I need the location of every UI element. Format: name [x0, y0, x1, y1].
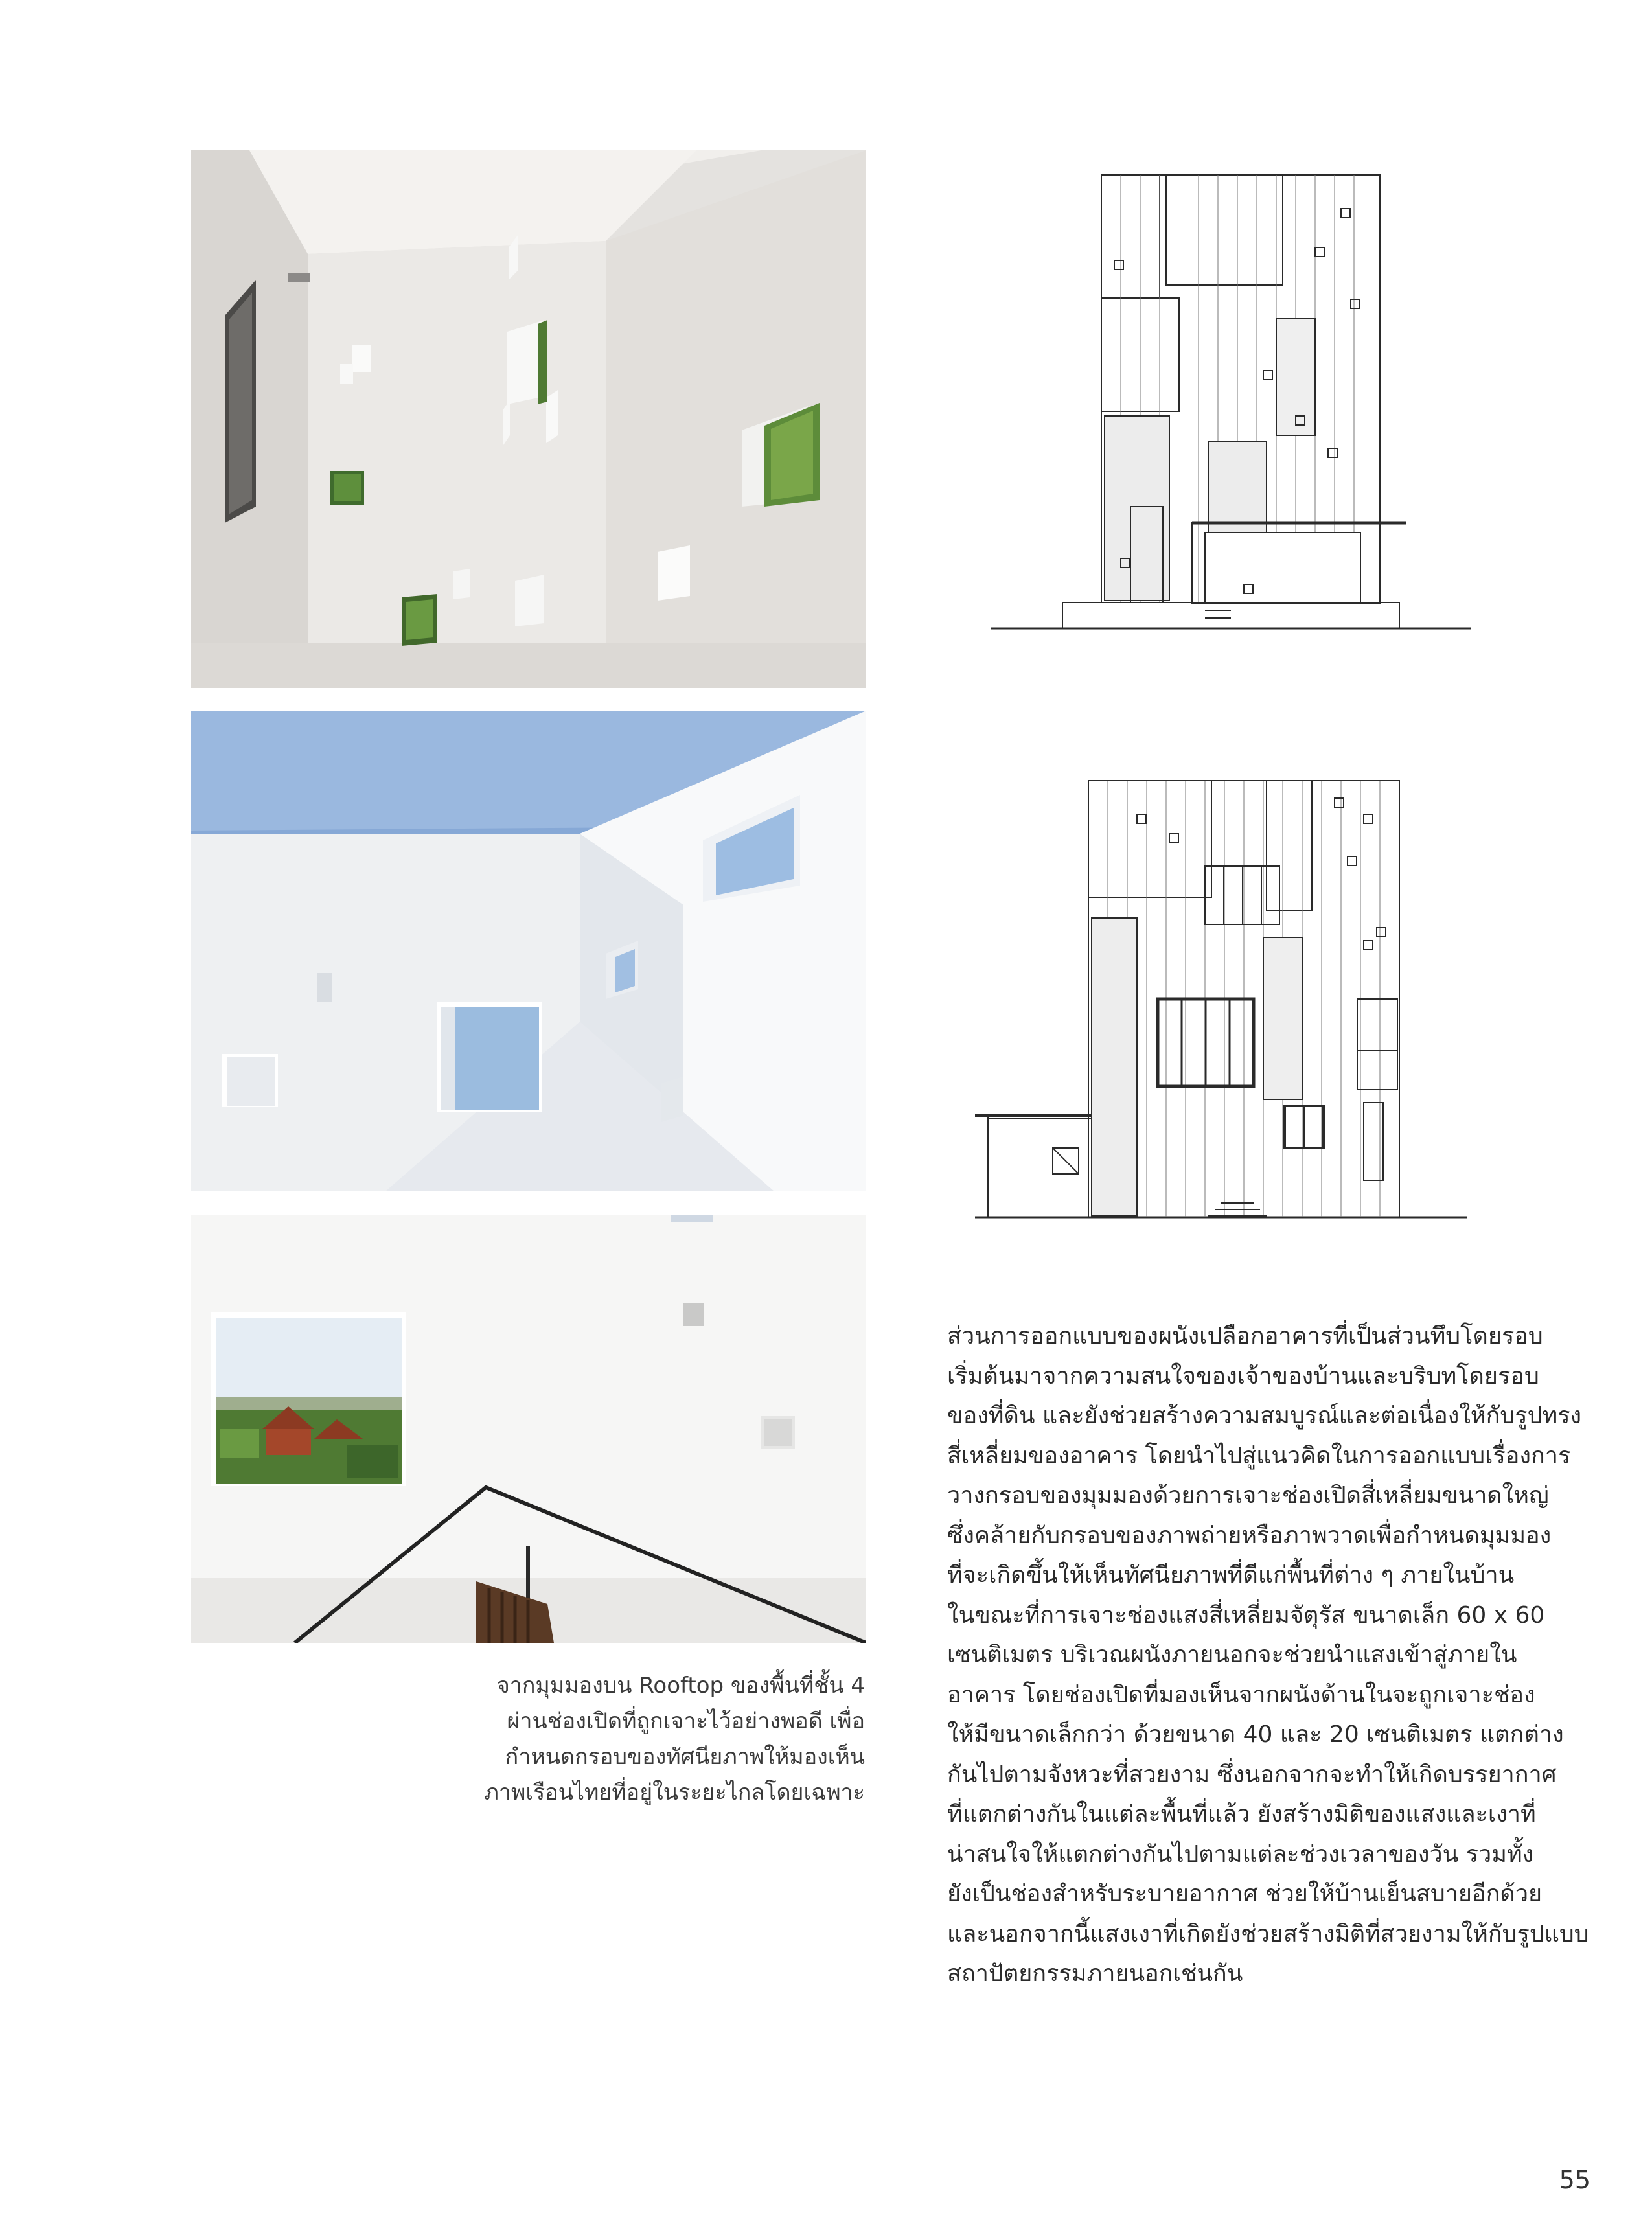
- front-elevation-drawing: [991, 170, 1471, 636]
- body-line: ส่วนการออกแบบของผนังเปลือกอาคารที่เป็นส่วนทึบโดยรอบ: [947, 1323, 1543, 1349]
- body-line: ให้มีขนาดเล็กกว่า ด้วยขนาด 40 และ 20 เซนติเมตร แตกต่าง: [947, 1721, 1564, 1748]
- body-line: ที่จะเกิดขึ้นให้เห็นทัศนียภาพที่ดีแก่พื้นที่ต่าง ๆ ภายในบ้าน: [947, 1562, 1515, 1588]
- caption-line: ภาพเรือนไทยที่อยู่ในระยะไกลโดยเฉพาะ: [484, 1780, 865, 1805]
- body-line: สี่เหลี่ยมของอาคาร โดยนำไปสู่แนวคิดในการออกแบบเรื่องการ: [947, 1442, 1571, 1469]
- body-line: อาคาร โดยช่องเปิดที่มองเห็นจากผนังด้านในจะถูกเจาะช่อง: [947, 1681, 1535, 1708]
- body-line: เซนติเมตร บริเวณผนังภายนอกจะช่วยนำแสงเข้าสู่ภายใน: [947, 1642, 1517, 1668]
- body-line: ของที่ดิน และยังช่วยสร้างความสมบูรณ์และต่อเนื่องให้กับรูปทรง: [947, 1403, 1582, 1429]
- body-line: ที่แตกต่างกันในแต่ละพื้นที่แล้ว ยังสร้างมิติของแสงและเงาที่: [947, 1801, 1536, 1828]
- interior-white-room-photo: [191, 150, 866, 688]
- body-line: สถาปัตยกรรมภายนอกเช่นกัน: [947, 1960, 1243, 1987]
- body-line: กันไปตามจังหวะที่สวยงาม ซึ่งนอกจากจะทำให้เกิดบรรยากาศ: [947, 1761, 1557, 1788]
- photo-caption: [479, 1668, 865, 1811]
- caption-line: จากมุมมองบน Rooftop ของพื้นที่ชั้น 4: [496, 1673, 865, 1699]
- side-elevation-drawing: [975, 775, 1467, 1229]
- body-line: ยังเป็นช่องสำหรับระบายอากาศ ช่วยให้บ้านเย็นสบายอีกด้วย: [947, 1881, 1543, 1907]
- body-line: เริ่มต้นมาจากความสนใจของเจ้าของบ้านและบริบทโดยรอบ: [947, 1362, 1539, 1390]
- body-line: ซึ่งคล้ายกับกรอบของภาพถ่ายหรือภาพวาดเพื่อกำหนดมุมมอง: [947, 1522, 1552, 1549]
- rooftop-wall-openings-photo: [191, 711, 866, 1191]
- body-line: ในขณะที่การเจาะช่องแสงสี่เหลี่ยมจัตุรัส ขนาดเล็ก 60 x 60: [947, 1601, 1545, 1629]
- body-line: วางกรอบของมุมมองด้วยการเจาะช่องเปิดสี่เหลี่ยมขนาดใหญ่: [947, 1482, 1549, 1509]
- body-line: น่าสนใจให้แตกต่างกันไปตามแต่ละช่วงเวลาของวัน รวมทั้ง: [947, 1840, 1534, 1868]
- rooftop-framed-view-photo: [191, 1215, 866, 1643]
- body-line: และนอกจากนี้แสงเงาที่เกิดยังช่วยสร้างมิติที่สวยงามให้กับรูปแบบ: [947, 1920, 1589, 1947]
- caption-line: กำหนดกรอบของทัศนียภาพให้มองเห็น: [505, 1744, 865, 1770]
- body-paragraph: [947, 1316, 1589, 1994]
- page-number: 55: [1559, 2166, 1590, 2194]
- caption-line: ผ่านช่องเปิดที่ถูกเจาะไว้อย่างพอดี เพื่อ: [507, 1708, 865, 1734]
